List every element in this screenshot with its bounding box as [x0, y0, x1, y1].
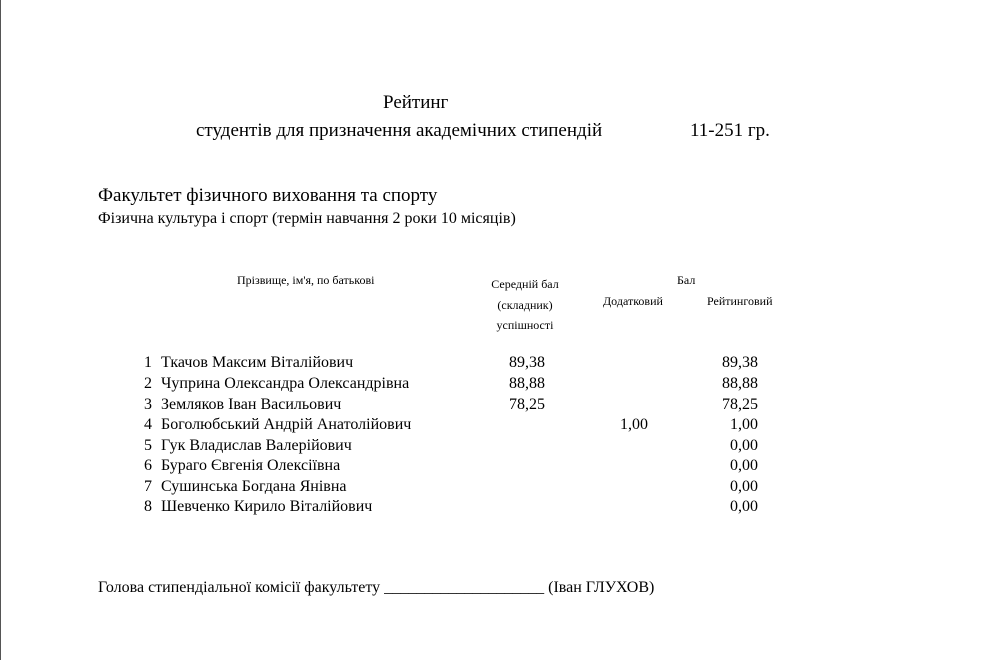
student-name: Сушинська Богдана Янівна	[161, 478, 347, 495]
student-name: Гук Владислав Валерійович	[161, 437, 352, 454]
rating-score: 0,00	[730, 478, 758, 495]
row-number: 5	[144, 437, 152, 454]
header-average: Середній бал (складник) успішності	[491, 277, 559, 332]
header-name: Прізвище, ім'я, по батькові	[237, 273, 375, 287]
row-number: 4	[144, 416, 152, 433]
program-name: Фізична культура і спорт (термін навчання 2 роки 10 місяців)	[98, 210, 516, 227]
group-number: 11-251 гр.	[690, 120, 770, 141]
student-name: Бураго Євгенія Олексіївна	[161, 457, 341, 474]
row-number: 1	[144, 354, 152, 371]
student-name: Земляков Іван Васильович	[161, 396, 342, 413]
header-rating: Рейтинговий	[707, 294, 773, 308]
document-subtitle: студентів для призначення академічних стипендій	[196, 120, 603, 141]
rating-score: 0,00	[730, 437, 758, 454]
student-name: Боголюбський Андрій Анатолійович	[161, 416, 412, 433]
rating-score: 1,00	[730, 416, 758, 433]
rating-score: 78,25	[722, 396, 758, 413]
average-score: 78,25	[509, 396, 545, 413]
average-score: 88,88	[509, 375, 545, 392]
faculty-name: Факультет фізичного виховання та спорту	[98, 185, 438, 206]
row-number: 2	[144, 375, 152, 392]
additional-score: 1,00	[620, 416, 648, 433]
rating-score: 0,00	[730, 498, 758, 515]
header-bal: Бал	[677, 273, 696, 287]
row-number: 8	[144, 498, 152, 515]
average-score: 89,38	[509, 354, 545, 371]
student-name: Чуприна Олександра Олександрівна	[161, 375, 410, 392]
header-additional: Додатковий	[603, 294, 663, 308]
rating-score: 0,00	[730, 457, 758, 474]
document-title: Рейтинг	[383, 92, 449, 113]
commission-signature-line: Голова стипендіальної комісії факультету ____________________ (Іван ГЛУХОВ)	[98, 579, 655, 596]
rating-score: 88,88	[722, 375, 758, 392]
student-name: Шевченко Кирило Віталійович	[161, 498, 373, 515]
row-number: 6	[144, 457, 152, 474]
student-name: Ткачов Максим Віталійович	[161, 354, 354, 371]
rating-score: 89,38	[722, 354, 758, 371]
row-number: 7	[144, 478, 152, 495]
row-number: 3	[144, 396, 152, 413]
page-left-edge	[0, 0, 1, 660]
